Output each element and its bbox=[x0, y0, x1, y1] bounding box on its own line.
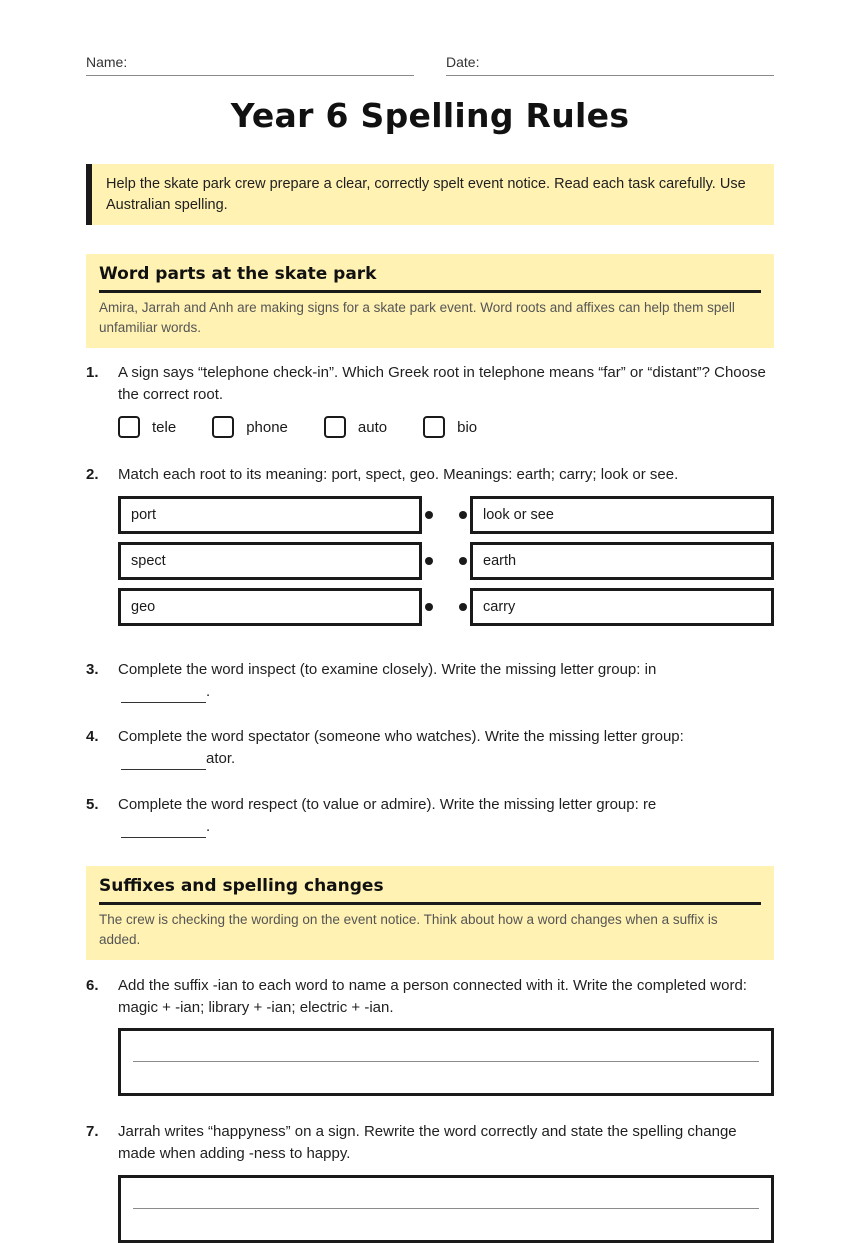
section-header-suffixes bbox=[86, 866, 774, 960]
match-root-geo[interactable]: geo bbox=[118, 588, 422, 626]
section-description: The crew is checking the wording on the event notice. Think about how a word changes when a suffix is added. bbox=[99, 912, 718, 947]
section-description: Amira, Jarrah and Anh are making signs for a skate park event. Word roots and affixes can help them spell unfamiliar words. bbox=[99, 300, 735, 335]
question-number: 3. bbox=[86, 661, 99, 678]
header-fields bbox=[86, 54, 774, 76]
match-dot-left[interactable] bbox=[425, 511, 433, 519]
match-root-spect[interactable]: spect bbox=[118, 542, 422, 580]
match-row bbox=[118, 588, 774, 626]
answer-blank[interactable] bbox=[121, 821, 206, 838]
section-header-word-parts bbox=[86, 254, 774, 348]
question-text: Complete the word spectator (someone who watches). Write the missing letter group: bbox=[118, 728, 684, 745]
match-row bbox=[118, 496, 774, 534]
question-text: Add the suffix -ian to each word to name a person connected with it. Write the completed word: magic + -ian; library + -ian; electric + -ian. bbox=[118, 977, 747, 1016]
name-field[interactable] bbox=[86, 54, 414, 76]
question-text: Jarrah writes “happyness” on a sign. Rewrite the word correctly and state the spelling change made when adding -ness to happy. bbox=[118, 1123, 737, 1162]
option-bio[interactable] bbox=[423, 416, 477, 438]
question-number: 6. bbox=[86, 977, 99, 994]
question-body bbox=[118, 659, 768, 703]
match-dot-right[interactable] bbox=[459, 603, 467, 611]
question-number: 4. bbox=[86, 728, 99, 745]
option-auto[interactable] bbox=[324, 416, 387, 438]
option-label: phone bbox=[246, 418, 288, 436]
question-number: 7. bbox=[86, 1123, 99, 1140]
section-title: Word parts at the skate park bbox=[99, 264, 761, 293]
date-label: Date: bbox=[446, 54, 480, 70]
match-root-port[interactable]: port bbox=[118, 496, 422, 534]
answer-suffix: ator. bbox=[206, 750, 236, 767]
answer-blank[interactable] bbox=[121, 753, 206, 770]
answer-box[interactable] bbox=[118, 1028, 774, 1096]
question-text: Complete the word inspect (to examine closely). Write the missing letter group: in bbox=[118, 661, 657, 678]
option-label: auto bbox=[357, 418, 388, 436]
section-title: Suffixes and spelling changes bbox=[99, 876, 761, 905]
match-dot-right[interactable] bbox=[459, 557, 467, 565]
match-meaning-carry[interactable]: carry bbox=[470, 588, 774, 626]
question-1-options bbox=[118, 416, 513, 438]
question-text: A sign says “telephone check-in”. Which Greek root in telephone means “far” or “distant”? Choose the correct root. bbox=[118, 364, 766, 403]
date-field[interactable] bbox=[446, 54, 774, 76]
option-phone[interactable] bbox=[212, 416, 288, 438]
option-label: tele bbox=[152, 418, 177, 436]
answer-suffix: . bbox=[206, 683, 211, 700]
name-label: Name: bbox=[86, 54, 128, 70]
answer-line bbox=[133, 1061, 759, 1062]
match-meaning-look-or-see[interactable]: look or see bbox=[470, 496, 774, 534]
answer-blank[interactable] bbox=[121, 686, 206, 703]
checkbox[interactable] bbox=[324, 416, 346, 438]
question-body bbox=[118, 726, 768, 770]
match-row bbox=[118, 542, 774, 580]
checkbox[interactable] bbox=[212, 416, 234, 438]
question-text: Match each root to its meaning: port, spect, geo. Meanings: earth; carry; look or see. bbox=[118, 466, 679, 483]
intro-callout: Help the skate park crew prepare a clear, correctly spelt event notice. Read each task carefully. Use Australian spelling. bbox=[86, 164, 774, 225]
match-meaning-earth[interactable]: earth bbox=[470, 542, 774, 580]
answer-box[interactable] bbox=[118, 1175, 774, 1243]
question-body bbox=[118, 794, 768, 838]
match-dot-left[interactable] bbox=[425, 603, 433, 611]
question-number: 5. bbox=[86, 796, 99, 813]
match-dot-right[interactable] bbox=[459, 511, 467, 519]
checkbox[interactable] bbox=[423, 416, 445, 438]
page-title: Year 6 Spelling Rules bbox=[230, 96, 630, 135]
answer-line bbox=[133, 1208, 759, 1209]
question-text: Complete the word respect (to value or admire). Write the missing letter group: re bbox=[118, 796, 657, 813]
match-dot-left[interactable] bbox=[425, 557, 433, 565]
answer-suffix: . bbox=[206, 818, 211, 835]
option-tele[interactable] bbox=[118, 416, 176, 438]
question-number: 2. bbox=[86, 466, 99, 483]
checkbox[interactable] bbox=[118, 416, 140, 438]
question-number: 1. bbox=[86, 364, 99, 381]
option-label: bio bbox=[457, 418, 478, 436]
